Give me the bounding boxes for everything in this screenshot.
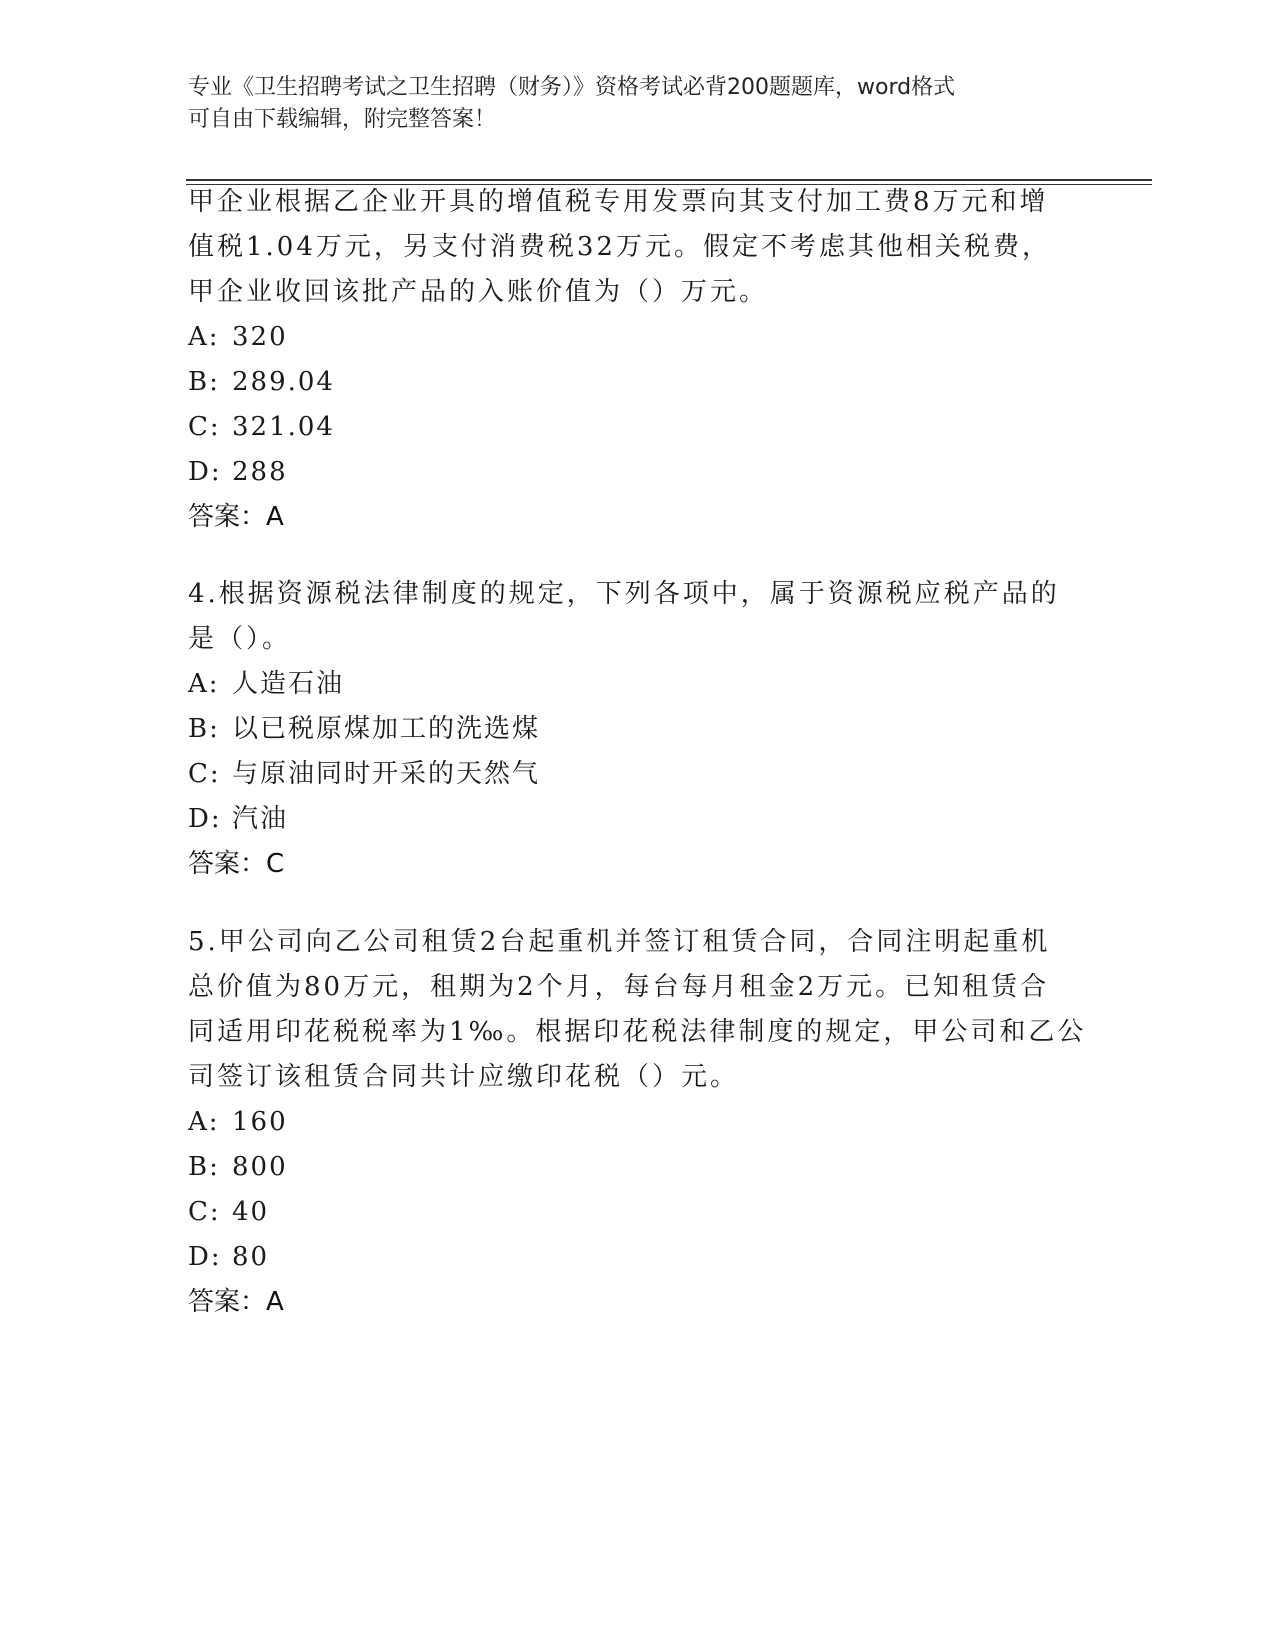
stem-line: 值税1.04万元，另支付消费税32万元。假定不考虑其他相关税费， — [188, 232, 1051, 262]
question-4 — [188, 572, 1088, 887]
option-c: C: 与原油同时开采的天然气 — [188, 759, 541, 789]
stem-line: 甲企业收回该批产品的入账价值为（）万元。 — [188, 277, 769, 307]
option-d: D: 288 — [188, 457, 288, 487]
stem-line: 甲企业根据乙企业开具的增值税专用发票向其支付加工费8万元和增 — [188, 187, 1049, 217]
question-stem — [188, 180, 1088, 315]
stem-line: 同适用印花税税率为1‰。根据印花税法律制度的规定，甲公司和乙公 — [188, 1017, 1087, 1047]
answer-line: 答案：A — [188, 1287, 284, 1317]
header-line-1: 专业《卫生招聘考试之卫生招聘（财务）》资格考试必背200题题库，word格式 — [188, 75, 956, 100]
option-b: B: 800 — [188, 1152, 288, 1182]
question-3 — [188, 180, 1088, 540]
stem-line: 总价值为80万元，租期为2个月，每台每月租金2万元。已知租赁合 — [188, 972, 1050, 1002]
header-line-2: 可自由下载编辑，附完整答案！ — [188, 107, 497, 132]
option-d: D: 汽油 — [188, 804, 289, 834]
question-stem — [188, 920, 1088, 1100]
stem-line: 4.根据资源税法律制度的规定，下列各项中，属于资源税应税产品的 — [188, 579, 1060, 609]
document-header — [188, 72, 1088, 136]
option-c: C: 321.04 — [188, 412, 335, 442]
option-a: A: 320 — [188, 322, 288, 352]
option-a: A: 160 — [188, 1107, 288, 1137]
option-b: B: 以已税原煤加工的洗选煤 — [188, 714, 541, 744]
question-5 — [188, 920, 1088, 1325]
option-d: D: 80 — [188, 1242, 270, 1272]
option-b: B: 289.04 — [188, 367, 335, 397]
answer-line: 答案：C — [188, 849, 285, 879]
stem-line: 司签订该租赁合同共计应缴印花税（）元。 — [188, 1062, 740, 1092]
option-c: C: 40 — [188, 1197, 270, 1227]
question-stem — [188, 572, 1088, 662]
stem-line: 5.甲公司向乙公司租赁2台起重机并签订租赁合同，合同注明起重机 — [188, 927, 1051, 957]
stem-line: 是（）。 — [188, 624, 292, 654]
answer-line: 答案：A — [188, 502, 284, 532]
option-a: A: 人造石油 — [188, 669, 345, 699]
